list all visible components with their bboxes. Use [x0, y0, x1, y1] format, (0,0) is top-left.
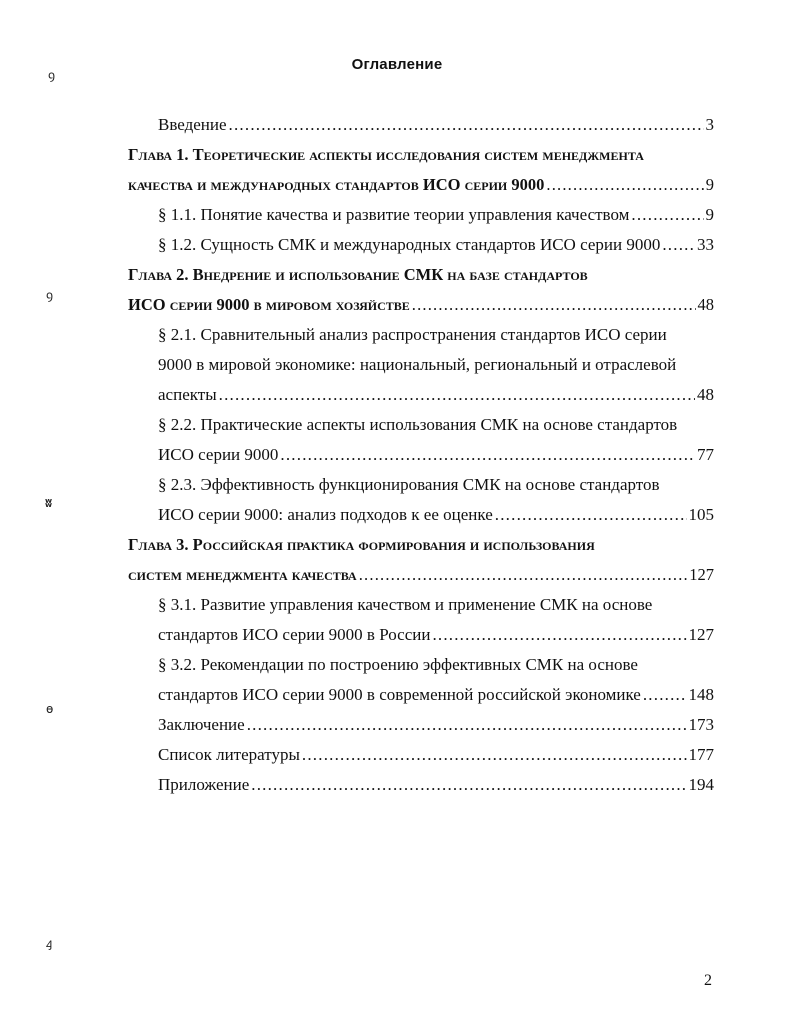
toc-chapter-1-line2[interactable] — [128, 170, 714, 200]
scan-mark: ɵ — [46, 702, 54, 716]
toc-section-2-1-line3[interactable] — [128, 380, 714, 410]
dot-leader — [251, 770, 686, 800]
toc-entry-text: Заключение — [158, 715, 245, 734]
dot-leader — [495, 500, 687, 530]
toc-entry-text: систем менеджмента качества — [128, 565, 357, 584]
toc-entry-text: Введение — [158, 115, 227, 134]
toc-entry-text: стандартов ИСО серии 9000 в современной российской экономике — [158, 685, 641, 704]
toc-section-2-2-line2[interactable] — [128, 440, 714, 470]
toc-section-3-1-line2[interactable] — [128, 620, 714, 650]
toc-section-1-1[interactable] — [128, 200, 714, 230]
toc-chapter-3-line1[interactable] — [128, 530, 714, 560]
toc-page-number: 9 — [705, 205, 714, 224]
toc-entry-text: § 2.2. Практические аспекты использования СМК на основе стандартов — [158, 415, 678, 434]
toc-entry-text: § 2.3. Эффективность функционирования СМК на основе стандартов — [158, 475, 660, 494]
toc-page-number: 127 — [688, 625, 714, 644]
toc-entry-text: § 1.1. Понятие качества и развитие теории управления качеством — [158, 205, 630, 224]
dot-leader — [662, 230, 695, 260]
page-title: Оглавление — [351, 56, 443, 73]
toc-section-1-2[interactable] — [128, 230, 714, 260]
toc-entry-text: Приложение — [158, 775, 250, 794]
toc-page-number: 127 — [689, 565, 714, 584]
toc-page-number: 194 — [688, 775, 714, 794]
scan-mark: ʬ — [45, 496, 53, 510]
toc-page-number: 48 — [697, 295, 714, 314]
toc-entry-text: аспекты — [158, 385, 217, 404]
toc-page-number: 173 — [688, 715, 714, 734]
toc-section-3-2-line1[interactable] — [128, 650, 714, 680]
toc-entry-text: § 3.1. Развитие управления качеством и применение СМК на основе — [158, 595, 653, 614]
scan-mark: ꝯ — [46, 288, 54, 302]
dot-leader — [229, 110, 704, 140]
toc-section-3-2-line2[interactable] — [128, 680, 714, 710]
toc-section-2-3-line2[interactable] — [128, 500, 714, 530]
dot-leader — [412, 290, 696, 320]
toc-entry-text: § 2.1. Сравнительный анализ распространения стандартов ИСО серии — [158, 325, 667, 344]
dot-leader — [247, 710, 687, 740]
toc-chapter-3-line2[interactable] — [128, 560, 714, 590]
dot-leader — [302, 740, 687, 770]
toc-entry-appendix[interactable] — [128, 770, 714, 800]
dot-leader — [432, 620, 686, 650]
table-of-contents — [128, 110, 714, 800]
page-number: 2 — [704, 972, 712, 989]
toc-entry-introduction[interactable] — [128, 110, 714, 140]
dot-leader — [546, 170, 703, 200]
toc-entry-bibliography[interactable] — [128, 740, 714, 770]
dot-leader — [219, 380, 695, 410]
toc-section-2-1-line1[interactable] — [128, 320, 714, 350]
dot-leader — [359, 560, 688, 590]
toc-section-2-3-line1[interactable] — [128, 470, 714, 500]
toc-page-number: 33 — [697, 235, 714, 254]
toc-chapter-2-line1[interactable] — [128, 260, 714, 290]
toc-entry-text: § 3.2. Рекомендации по построению эффективных СМК на основе — [158, 655, 638, 674]
toc-page-number: 105 — [688, 505, 714, 524]
toc-chapter-1-line1[interactable] — [128, 140, 714, 170]
toc-entry-text: ИСО серии 9000 в мировом хозяйстве — [128, 295, 410, 314]
toc-chapter-2-line2[interactable] — [128, 290, 714, 320]
toc-entry-text: § 1.2. Сущность СМК и международных стандартов ИСО серии 9000 — [158, 235, 661, 254]
toc-page-number: 9 — [705, 175, 714, 194]
toc-entry-conclusion[interactable] — [128, 710, 714, 740]
toc-page-number: 77 — [697, 445, 714, 464]
toc-page-number: 148 — [688, 685, 714, 704]
toc-entry-text: ИСО серии 9000: анализ подходов к ее оценке — [158, 505, 493, 524]
toc-page-number: 48 — [697, 385, 714, 404]
toc-section-2-1-line2[interactable] — [128, 350, 714, 380]
scan-mark: ꜭ — [46, 936, 53, 950]
dot-leader — [643, 680, 687, 710]
toc-entry-text: Глава 2. Внедрение и использование СМК на базе стандартов — [128, 265, 588, 284]
toc-entry-text: Глава 3. Российская практика формирования и использования — [128, 535, 595, 554]
toc-entry-text: ИСО серии 9000 — [158, 445, 279, 464]
dot-leader — [280, 440, 695, 470]
toc-section-3-1-line1[interactable] — [128, 590, 714, 620]
toc-entry-text: Список литературы — [158, 745, 300, 764]
scan-mark: ꝯ — [48, 68, 56, 82]
toc-entry-text: Глава 1. Теоретические аспекты исследования систем менеджмента — [128, 145, 644, 164]
toc-entry-text: 9000 в мировой экономике: национальный, региональный и отраслевой — [158, 355, 677, 374]
toc-section-2-2-line1[interactable] — [128, 410, 714, 440]
toc-entry-text: стандартов ИСО серии 9000 в России — [158, 625, 431, 644]
dot-leader — [631, 200, 703, 230]
toc-page-number: 3 — [705, 115, 714, 134]
toc-page-number: 177 — [688, 745, 714, 764]
toc-entry-text: качества и международных стандартов ИСО серии 9000 — [128, 175, 545, 194]
